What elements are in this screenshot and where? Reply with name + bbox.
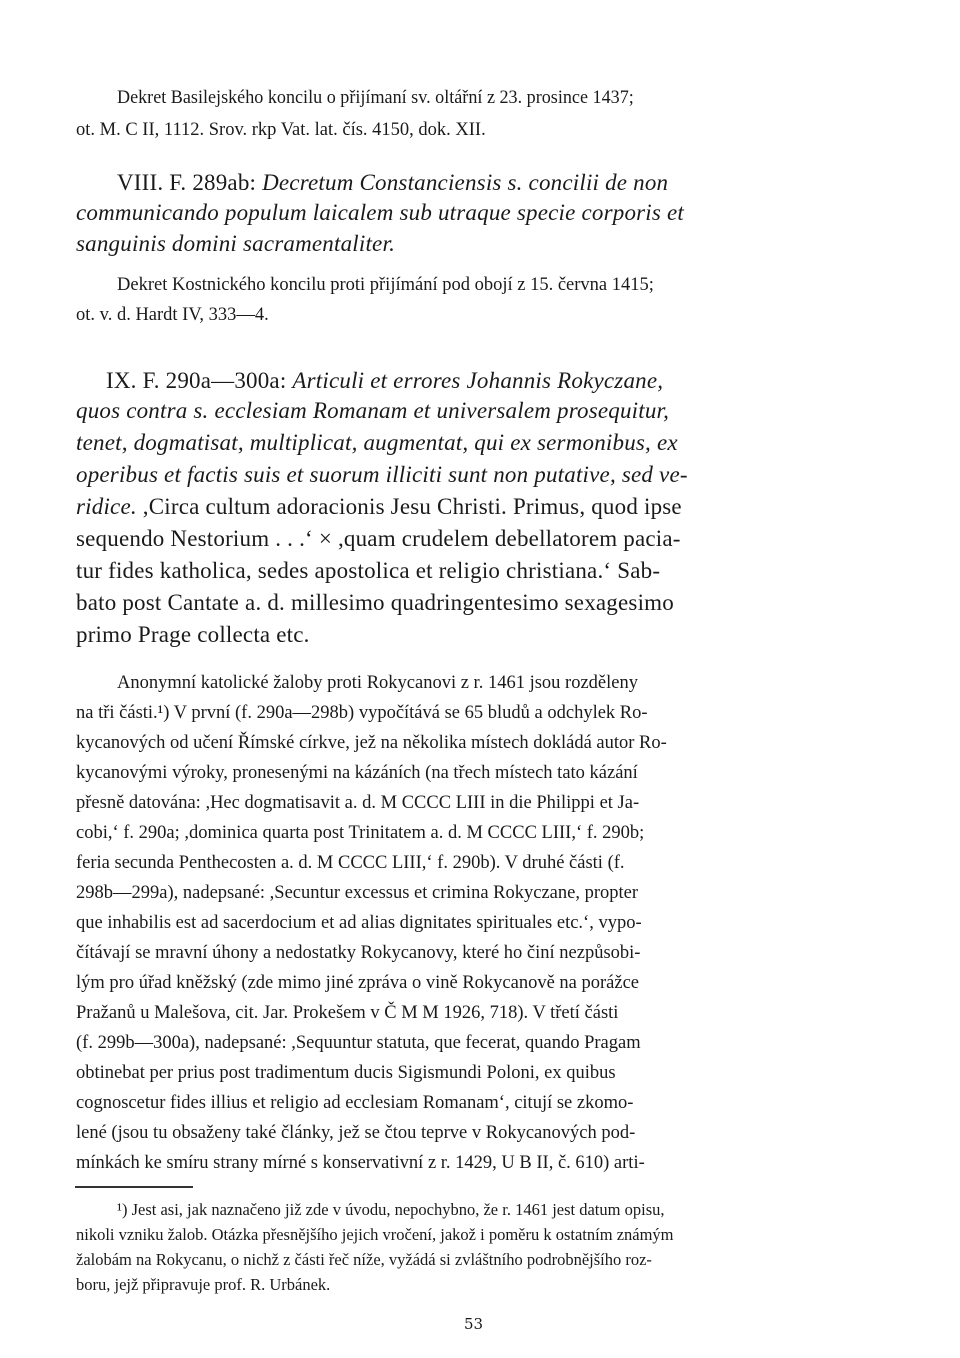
section-ix-line-8: bato post Cantate a. d. millesimo quadringentesimo sexagesimo	[76, 590, 674, 615]
intro-line-2: ot. M. C II, 1112. Srov. rkp Vat. lat. čís. 4150, dok. XII.	[76, 120, 486, 140]
analysis-line-8: 298b—299a), nadepsané: ,Secuntur excessus et crimina Rokyczane, propter	[76, 883, 639, 903]
section-ix-line-6: sequendo Nestorium . . .‘ × ,quam crudelem debellatorem pacia-	[76, 526, 681, 551]
analysis-line-16: lené (jsou tu obsaženy také články, jež se čtou teprve v Rokycanových pod-	[76, 1123, 636, 1143]
analysis-line-1: Anonymní katolické žaloby proti Rokycanovi z r. 1461 jsou rozděleny	[117, 673, 638, 693]
section-ix-line-5	[76, 494, 682, 520]
footnote-line-3: žalobám na Rokycanu, o nichž z části řeč níže, vyžádá si zvláštního podrobnějšího roz-	[76, 1250, 652, 1269]
section-ix-line-3: tenet, dogmatisat, multiplicat, augmentat, qui ex sermonibus, ex	[76, 430, 678, 455]
section-viii-line-2: communicando populum laicalem sub utraque specie corporis et	[76, 200, 684, 225]
analysis-line-11: lým pro úřad kněžský (zde mimo jiné zpráva o vině Rokycanově na porážce	[76, 973, 640, 993]
section-ix-ridice: ridice.	[76, 494, 137, 519]
analysis-line-17: mínkách ke smíru strany mírné s konservativní z r. 1429, U B II, č. 610) arti-	[76, 1153, 645, 1173]
analysis-line-9: que inhabilis est ad sacerdocium et ad alias dignitates spirituales etc.‘, vypo-	[76, 913, 642, 933]
analysis-line-4: kycanovými výroky, pronesenými na kázáních (na třech místech tato kázání	[76, 763, 638, 783]
analysis-line-3: kycanových od učení Římské církve, jež na několika místech dokládá autor Ro-	[76, 733, 667, 753]
footnote-separator	[75, 1186, 193, 1188]
section-viii-desc-line-2: ot. v. d. Hardt IV, 333—4.	[76, 305, 269, 325]
section-viii-prefix: VIII. F. 289ab:	[117, 170, 263, 195]
analysis-line-5: přesně datována: ,Hec dogmatisavit a. d. M CCCC LIII in die Philippi et Ja-	[76, 793, 640, 813]
section-ix-heading	[106, 368, 663, 394]
page-number: 53	[464, 1315, 484, 1333]
footnote-text-1: Jest asi, jak naznačeno již zde v úvodu, nepochybno, že r. 1461 jest datum opisu,	[127, 1200, 665, 1219]
footnote-line-4: boru, jejž připravuje prof. R. Urbánek.	[76, 1275, 331, 1294]
analysis-line-10: čítávají se mravní úhony a nedostatky Rokycanovy, které ho činí nezpůsobi-	[76, 943, 641, 963]
section-ix-title: Articuli et errores Johannis Rokyczane,	[292, 368, 664, 393]
section-ix-line-7: tur fides katholica, sedes apostolica et religio christiana.‘ Sab-	[76, 558, 661, 583]
section-ix-prefix: IX. F. 290a—300a:	[106, 368, 293, 393]
section-ix-quote-start: ,Circa cultum adoracionis Jesu Christi. Primus, quod ipse	[136, 494, 682, 519]
section-ix-line-2: quos contra s. ecclesiam Romanam et universalem prosequitur,	[76, 398, 670, 423]
analysis-line-15: cognoscetur fides illius et religio ad ecclesiam Romanam‘, citují se zkomo-	[76, 1093, 634, 1113]
analysis-line-12: Pražanů u Malešova, cit. Jar. Prokešem v Č M M 1926, 718). V třetí části	[76, 1003, 619, 1023]
footnote-line-2: nikoli vzniku žalob. Otázka přesnějšího jejich vročení, jakož i poměru k ostatním známým	[76, 1225, 674, 1244]
section-ix-line-4: operibus et factis suis et suorum illiciti sunt non putative, sed ve-	[76, 462, 688, 487]
section-viii-line-3: sanguinis domini sacramentaliter.	[76, 231, 396, 256]
analysis-line-14: obtinebat per prius post tradimentum ducis Sigismundi Poloni, ex quibus	[76, 1063, 616, 1083]
analysis-line-7: feria secunda Penthecosten a. d. M CCCC LIII,‘ f. 290b). V druhé části (f.	[76, 853, 625, 873]
section-viii-desc-line-1: Dekret Kostnického koncilu proti přijímání pod obojí z 15. června 1415;	[117, 275, 654, 295]
footnote-line-1	[117, 1200, 665, 1220]
footnote-marker: ¹)	[117, 1200, 128, 1219]
analysis-line-2: na tři části.¹) V první (f. 290a—298b) vypočítává se 65 bludů a odchylek Ro-	[76, 703, 648, 723]
analysis-line-13: (f. 299b—300a), nadepsané: ,Sequuntur statuta, que fecerat, quando Pragam	[76, 1033, 641, 1053]
section-viii-heading	[117, 170, 668, 196]
intro-line-1: Dekret Basilejského koncilu o přijímaní sv. oltářní z 23. prosince 1437;	[117, 88, 634, 108]
analysis-line-6: cobi,‘ f. 290a; ,dominica quarta post Trinitatem a. d. M CCCC LIII,‘ f. 290b;	[76, 823, 645, 843]
section-viii-title: Decretum Constanciensis s. concilii de non	[262, 170, 669, 195]
section-ix-line-9: primo Prage collecta etc.	[76, 622, 310, 647]
